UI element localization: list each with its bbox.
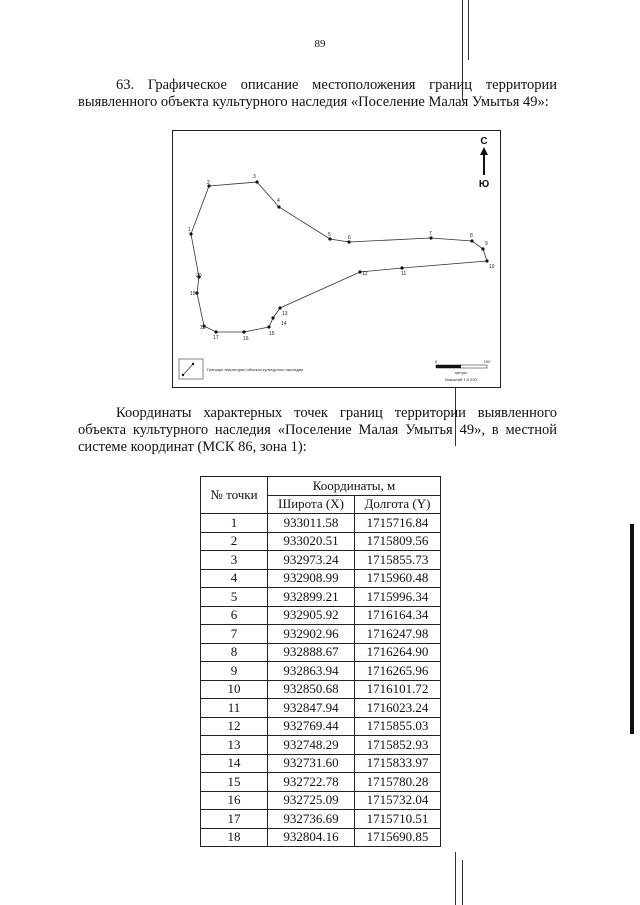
cell-point-number: 7 xyxy=(201,625,268,644)
cell-point-number: 15 xyxy=(201,773,268,792)
point-label: 15 xyxy=(269,331,275,337)
cell-point-number: 11 xyxy=(201,699,268,718)
boundary-point xyxy=(195,291,198,294)
table-row xyxy=(201,791,441,810)
cell-longitude: 1715732.04 xyxy=(355,791,441,810)
boundary-points xyxy=(189,180,488,333)
cell-latitude: 932847.94 xyxy=(268,699,355,718)
table-header-row xyxy=(201,477,441,496)
table-row xyxy=(201,717,441,736)
boundary-point xyxy=(255,180,258,183)
cell-longitude: 1716247.98 xyxy=(355,625,441,644)
cell-point-number: 5 xyxy=(201,588,268,607)
cell-latitude: 932748.29 xyxy=(268,736,355,755)
cell-longitude: 1715960.48 xyxy=(355,569,441,588)
point-label: 7 xyxy=(429,231,432,237)
table-row xyxy=(201,532,441,551)
table-row xyxy=(201,680,441,699)
cell-latitude: 932850.68 xyxy=(268,680,355,699)
scan-edge-bar xyxy=(630,524,634,734)
table-row xyxy=(201,828,441,847)
point-label: 16 xyxy=(243,336,249,342)
cell-latitude: 932731.60 xyxy=(268,754,355,773)
cell-latitude: 932973.24 xyxy=(268,551,355,570)
header-point-number: № точки xyxy=(201,477,268,514)
north-label: С xyxy=(480,136,488,147)
point-label: 13 xyxy=(282,311,288,317)
table-row xyxy=(201,551,441,570)
boundary-point xyxy=(400,266,403,269)
boundary-line xyxy=(191,182,487,332)
cell-point-number: 3 xyxy=(201,551,268,570)
cell-latitude: 933011.58 xyxy=(268,514,355,533)
cell-longitude: 1715780.28 xyxy=(355,773,441,792)
table-row xyxy=(201,754,441,773)
table-body xyxy=(201,514,441,847)
cell-latitude: 932736.69 xyxy=(268,810,355,829)
point-label: 3 xyxy=(253,174,256,180)
table-row xyxy=(201,514,441,533)
boundary-point xyxy=(470,239,473,242)
point-label: 5 xyxy=(328,232,331,238)
page-number: 89 xyxy=(314,38,326,50)
cell-latitude: 933020.51 xyxy=(268,532,355,551)
boundary-point xyxy=(242,330,245,333)
point-label: 2 xyxy=(207,180,210,186)
cell-longitude: 1716265.96 xyxy=(355,662,441,681)
cell-longitude: 1716023.24 xyxy=(355,699,441,718)
point-label: 12 xyxy=(362,271,368,277)
point-label: 19 xyxy=(190,291,196,297)
cell-longitude: 1715710.51 xyxy=(355,810,441,829)
cell-point-number: 16 xyxy=(201,791,268,810)
cell-latitude: 932902.96 xyxy=(268,625,355,644)
table-row xyxy=(201,606,441,625)
cell-point-number: 13 xyxy=(201,736,268,755)
cell-longitude: 1715833.97 xyxy=(355,754,441,773)
cell-longitude: 1715809.56 xyxy=(355,532,441,551)
header-longitude: Долгота (Y) xyxy=(355,495,441,514)
table-row xyxy=(201,662,441,681)
boundary-point xyxy=(485,259,488,262)
header-coordinates: Координаты, м xyxy=(268,477,441,496)
boundary-map-drawing xyxy=(173,131,500,387)
boundary-point xyxy=(214,330,217,333)
point-labels xyxy=(188,174,495,342)
cell-longitude: 1716164.34 xyxy=(355,606,441,625)
cell-latitude: 932863.94 xyxy=(268,662,355,681)
point-label: 8 xyxy=(470,233,473,239)
cell-point-number: 14 xyxy=(201,754,268,773)
scan-line-top-2 xyxy=(468,0,469,60)
cell-point-number: 1 xyxy=(201,514,268,533)
point-label: 4 xyxy=(277,198,280,204)
table-row xyxy=(201,736,441,755)
cell-latitude: 932769.44 xyxy=(268,717,355,736)
cell-point-number: 4 xyxy=(201,569,268,588)
cell-point-number: 12 xyxy=(201,717,268,736)
scale-max: 100 xyxy=(483,359,491,364)
cell-longitude: 1715852.93 xyxy=(355,736,441,755)
cell-point-number: 8 xyxy=(201,643,268,662)
boundary-point xyxy=(278,306,281,309)
point-label: 1 xyxy=(188,227,191,233)
cell-longitude: 1715855.03 xyxy=(355,717,441,736)
cell-point-number: 18 xyxy=(201,828,268,847)
boundary-point xyxy=(277,205,280,208)
cell-point-number: 9 xyxy=(201,662,268,681)
boundary-map xyxy=(172,130,501,388)
scale-unit: метры xyxy=(455,370,467,375)
cell-longitude: 1715690.85 xyxy=(355,828,441,847)
header-latitude: Широта (X) xyxy=(268,495,355,514)
cell-latitude: 932722.78 xyxy=(268,773,355,792)
table-row xyxy=(201,643,441,662)
coordinates-table xyxy=(200,476,441,847)
scan-line-bottom xyxy=(455,852,456,905)
cell-longitude: 1715716.84 xyxy=(355,514,441,533)
point-label: 20 xyxy=(196,273,202,279)
cell-point-number: 10 xyxy=(201,680,268,699)
boundary-point xyxy=(481,247,484,250)
cell-point-number: 17 xyxy=(201,810,268,829)
cell-latitude: 932725.09 xyxy=(268,791,355,810)
point-label: 17 xyxy=(213,335,219,341)
table-row xyxy=(201,569,441,588)
north-arrowhead-icon xyxy=(480,147,488,155)
cell-latitude: 932888.67 xyxy=(268,643,355,662)
table-row xyxy=(201,625,441,644)
table-row xyxy=(201,773,441,792)
scan-line-bottom-2 xyxy=(462,860,463,905)
cell-latitude: 932905.92 xyxy=(268,606,355,625)
table-row xyxy=(201,588,441,607)
coordinates-intro: Координаты характерных точек границ территории выявленного объекта культурного наследия «Поселение Малая Умытья 49», в местной системе координат (МСК 86, зона 1): xyxy=(78,405,557,455)
scale-zero: 0 xyxy=(434,359,438,364)
south-label: Ю xyxy=(478,179,490,190)
cell-longitude: 1716264.90 xyxy=(355,643,441,662)
legend-label: Границы территории объекта культурного наследия xyxy=(207,367,304,372)
point-label: 14 xyxy=(281,321,287,327)
cell-longitude: 1715996.34 xyxy=(355,588,441,607)
boundary-point xyxy=(271,316,274,319)
cell-point-number: 6 xyxy=(201,606,268,625)
boundary-point xyxy=(267,325,270,328)
section-heading: 63. Графическое описание местоположения границ территории выявленного объекта культурного наследия «Поселение Малая Умытья 49»: xyxy=(78,77,557,110)
cell-latitude: 932804.16 xyxy=(268,828,355,847)
point-label: 11 xyxy=(401,271,407,277)
point-label: 10 xyxy=(489,264,495,270)
point-label: 9 xyxy=(485,241,488,247)
cell-latitude: 932899.21 xyxy=(268,588,355,607)
scale-ratio: Масштаб 1:3 220 xyxy=(445,377,477,382)
cell-longitude: 1716101.72 xyxy=(355,680,441,699)
cell-longitude: 1715855.73 xyxy=(355,551,441,570)
point-label: 6 xyxy=(348,235,351,241)
cell-latitude: 932908.99 xyxy=(268,569,355,588)
scale-bar-fill xyxy=(436,365,461,368)
cell-point-number: 2 xyxy=(201,532,268,551)
point-label: 18 xyxy=(200,325,206,331)
table-row xyxy=(201,699,441,718)
table-row xyxy=(201,810,441,829)
